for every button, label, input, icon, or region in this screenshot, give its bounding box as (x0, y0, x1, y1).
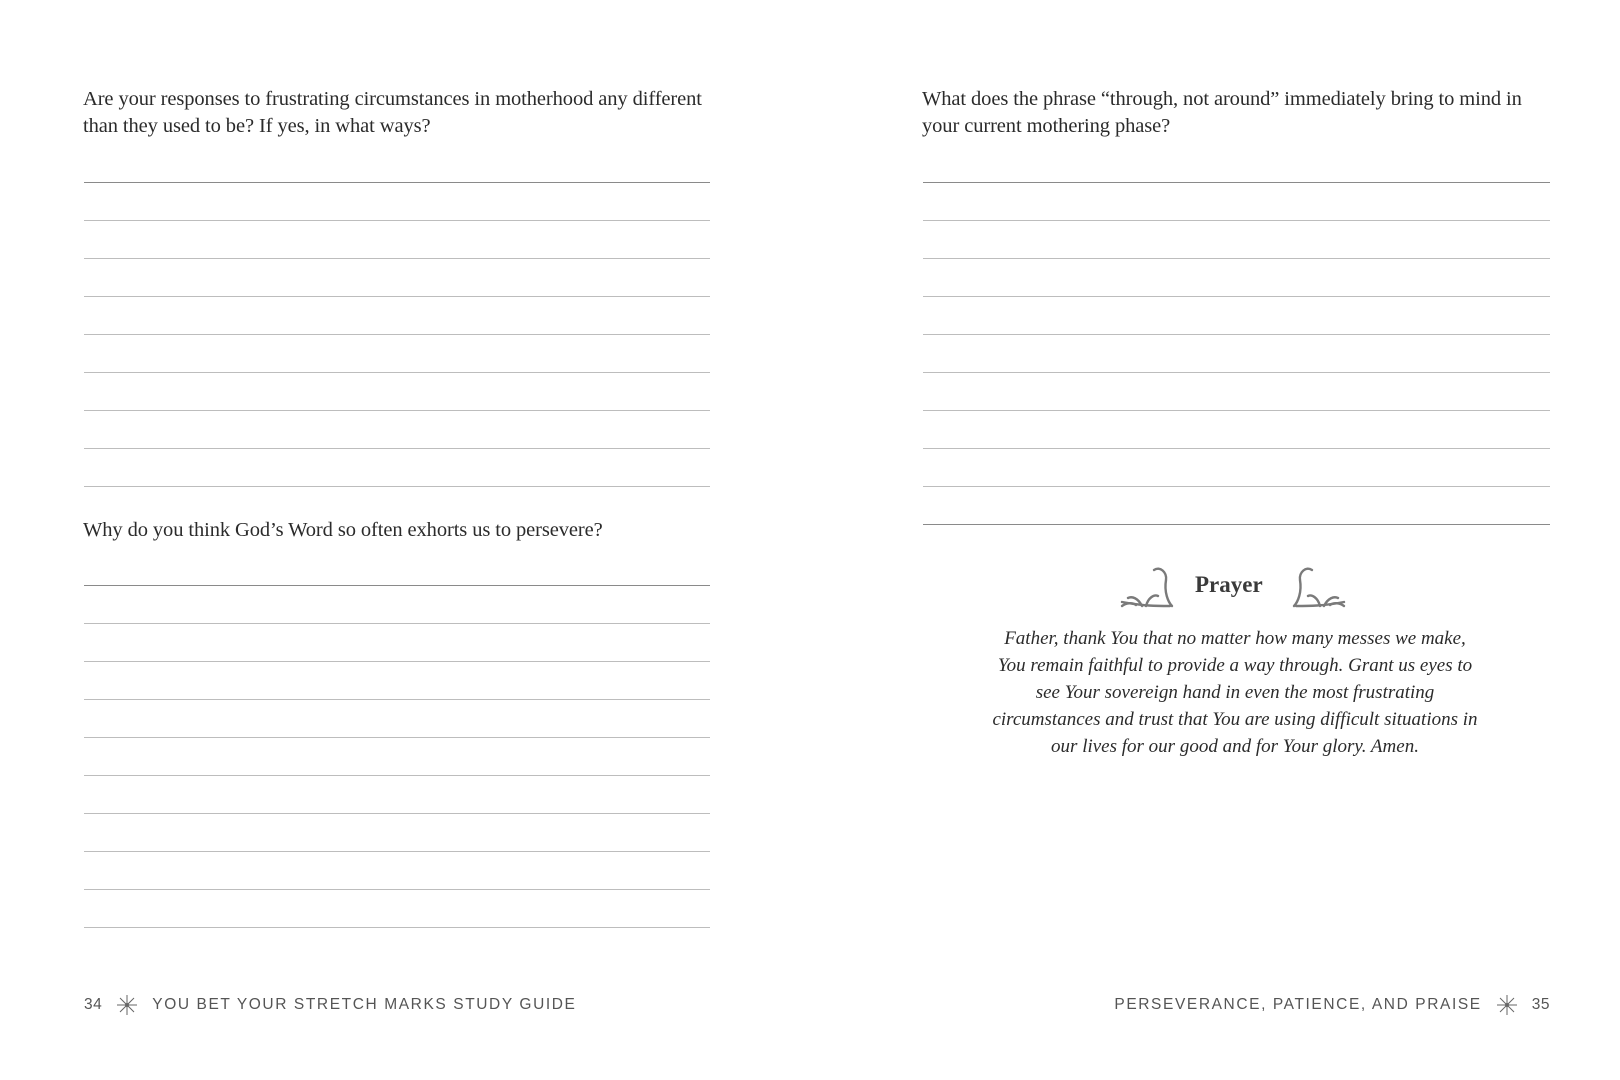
flourish-right-icon (1286, 562, 1348, 612)
writing-line[interactable] (84, 220, 710, 221)
writing-line[interactable] (923, 220, 1550, 221)
page-number: 35 (1531, 996, 1550, 1013)
writing-line[interactable] (84, 623, 710, 624)
prayer-text: Father, thank You that no matter how many messes we make, You remain faithful to provide a way through. Grant us eyes to see Your sovereign hand in even the most frustrating circumstances and trust that You are using difficult situations in our lives for our good and for Your glory. Amen. (992, 628, 1478, 757)
writing-line[interactable] (923, 258, 1550, 259)
writing-line[interactable] (84, 585, 710, 586)
writing-line[interactable] (923, 448, 1550, 449)
writing-line[interactable] (84, 334, 710, 335)
writing-line[interactable] (923, 486, 1550, 487)
writing-line[interactable] (84, 851, 710, 852)
writing-line[interactable] (84, 737, 710, 738)
page-number: 34 (84, 996, 103, 1013)
writing-line[interactable] (84, 372, 710, 373)
book-title: YOU BET YOUR STRETCH MARKS STUDY GUIDE (152, 996, 577, 1013)
writing-line[interactable] (84, 661, 710, 662)
writing-line[interactable] (84, 699, 710, 700)
writing-line[interactable] (84, 182, 710, 183)
question-1: Are your responses to frustrating circumstances in motherhood any different than they used to be? If yes, in what ways? (83, 88, 702, 137)
writing-line[interactable] (923, 334, 1550, 335)
question-3: What does the phrase “through, not around” immediately bring to mind in your current mothering phase? (922, 88, 1522, 137)
writing-line[interactable] (84, 448, 710, 449)
writing-line[interactable] (923, 372, 1550, 373)
question-2: Why do you think God’s Word so often exhorts us to persevere? (83, 519, 603, 541)
writing-line[interactable] (84, 296, 710, 297)
star-icon (116, 994, 138, 1016)
writing-line[interactable] (923, 182, 1550, 183)
prayer-title: Prayer (1195, 572, 1263, 597)
writing-line[interactable] (84, 258, 710, 259)
writing-line[interactable] (923, 296, 1550, 297)
writing-line[interactable] (923, 524, 1550, 525)
writing-line[interactable] (84, 775, 710, 776)
star-icon (1496, 994, 1518, 1016)
chapter-title: PERSEVERANCE, PATIENCE, AND PRAISE (1114, 996, 1482, 1013)
writing-line[interactable] (84, 486, 710, 487)
writing-line[interactable] (84, 927, 710, 928)
flourish-left-icon (1118, 562, 1180, 612)
writing-line[interactable] (84, 813, 710, 814)
writing-line[interactable] (84, 889, 710, 890)
writing-line[interactable] (84, 410, 710, 411)
writing-line[interactable] (923, 410, 1550, 411)
left-footer (84, 994, 577, 1016)
right-footer (1114, 994, 1550, 1016)
